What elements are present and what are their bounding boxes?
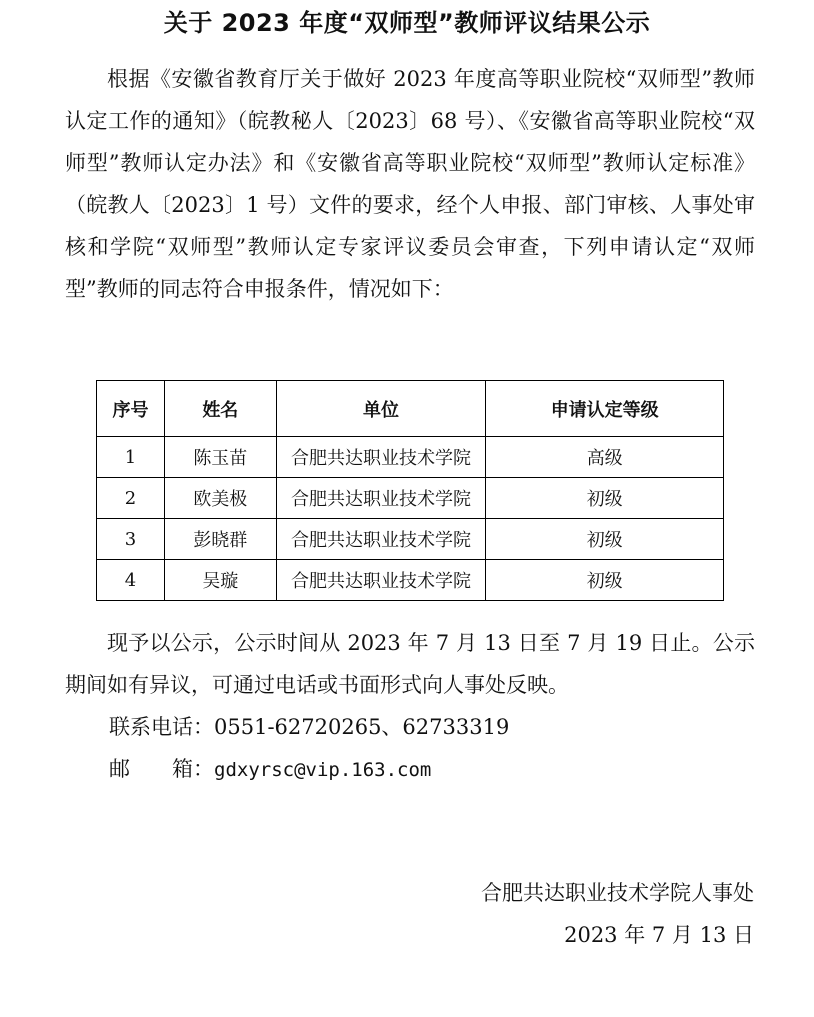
header-unit: 单位 <box>276 381 486 437</box>
cell-name: 欧美极 <box>164 478 276 519</box>
cell-unit: 合肥共达职业技术学院 <box>276 519 486 560</box>
cell-unit: 合肥共达职业技术学院 <box>276 560 486 601</box>
cell-name: 彭晓群 <box>164 519 276 560</box>
cell-no: 2 <box>97 478 165 519</box>
cell-no: 4 <box>97 560 165 601</box>
email-label: 邮 箱： <box>109 757 214 781</box>
header-no: 序号 <box>97 381 165 437</box>
table-header-row <box>97 381 724 437</box>
table-row <box>97 478 724 519</box>
cell-level: 初级 <box>486 478 724 519</box>
table-row <box>97 519 724 560</box>
applicant-table <box>96 380 724 601</box>
email-value: gdxyrsc@vip.163.com <box>214 759 432 781</box>
cell-no: 3 <box>97 519 165 560</box>
header-name: 姓名 <box>164 381 276 437</box>
phone-label: 联系电话： <box>109 715 214 739</box>
contact-email <box>109 748 431 791</box>
page-title: 关于 2023 年度“双师型”教师评议结果公示 <box>163 9 651 37</box>
table-row <box>97 560 724 601</box>
intro-paragraph: 根据《安徽省教育厅关于做好 2023 年度高等职业院校“双师型”教师认定工作的通知》（皖教秘人〔2023〕68 号）、《安徽省高等职业院校“双师型”教师认定办法》和《安徽省高等职业院校“双师型”教师认定标准》（皖教人〔2023〕1 号）文件的要求，经个人申报、部门审核、人事处审核和学院“双师型”教师认定专家评议委员会审查，下列申请认定“双师型”教师的同志符合申报条件，情况如下： <box>65 67 755 301</box>
notice-paragraph: 现予以公示，公示时间从 2023 年 7 月 13 日至 7 月 19 日止。公示期间如有异议，可通过电话或书面形式向人事处反映。 <box>65 631 755 697</box>
signature-date: 2023 年 7 月 13 日 <box>564 923 754 947</box>
cell-level: 初级 <box>486 560 724 601</box>
cell-level: 初级 <box>486 519 724 560</box>
cell-level: 高级 <box>486 437 724 478</box>
header-level: 申请认定等级 <box>486 381 724 437</box>
signature-org: 合肥共达职业技术学院人事处 <box>481 881 754 905</box>
phone-value: 0551-62720265、62733319 <box>214 715 510 739</box>
cell-unit: 合肥共达职业技术学院 <box>276 437 486 478</box>
cell-name: 吴璇 <box>164 560 276 601</box>
contact-phone <box>109 706 509 748</box>
table-row <box>97 437 724 478</box>
cell-unit: 合肥共达职业技术学院 <box>276 478 486 519</box>
cell-name: 陈玉苗 <box>164 437 276 478</box>
cell-no: 1 <box>97 437 165 478</box>
